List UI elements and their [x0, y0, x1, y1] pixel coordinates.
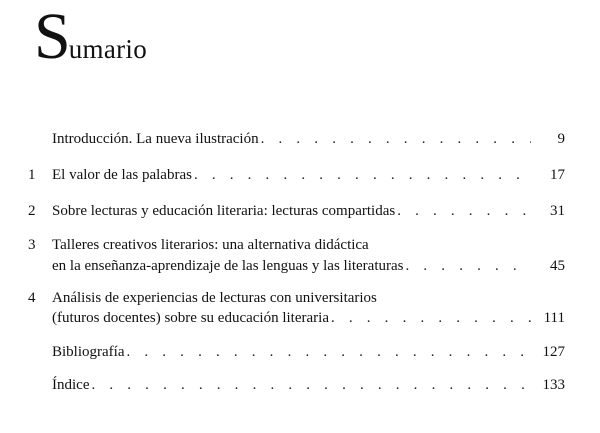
toc-entry-line — [52, 309, 565, 328]
toc-entry-page: 9 — [557, 131, 565, 147]
dot-leader — [406, 257, 532, 276]
dot-leader — [194, 166, 531, 185]
dot-leader — [91, 376, 531, 395]
dot-leader — [261, 130, 531, 149]
toc-entry-page: 45 — [550, 258, 565, 274]
toc-entry-page: 31 — [550, 203, 565, 219]
dot-leader — [397, 202, 531, 221]
toc-entry-line — [52, 202, 565, 221]
toc-entry-title: El valor de las palabras — [52, 167, 192, 183]
dot-leader — [126, 343, 531, 362]
toc-entry-number: 1 — [28, 167, 36, 183]
toc-entry-line — [52, 130, 565, 149]
toc-entry-number: 4 — [28, 290, 36, 306]
toc-entry-line — [52, 343, 565, 362]
toc-entry-title: Bibliografía — [52, 344, 125, 360]
toc-entry-page: 127 — [542, 344, 565, 360]
toc-entry-line — [52, 257, 565, 276]
toc-entry-page: 133 — [542, 377, 565, 393]
toc-entry-page: 17 — [550, 167, 565, 183]
toc-entry-line — [52, 166, 565, 185]
toc-entry-title: Sobre lecturas y educación literaria: lecturas compartidas — [52, 203, 396, 219]
toc-entry-title-line-2: en la enseñanza-aprendizaje de las lenguas y las literaturas — [52, 258, 404, 274]
title-rest: umario — [68, 34, 147, 64]
toc-entry-page: 111 — [543, 310, 565, 326]
dot-leader — [331, 309, 531, 328]
toc-entry-title-line-1: Análisis de experiencias de lecturas con universitarios — [52, 290, 377, 306]
title-drop-cap: S — [34, 0, 69, 73]
toc-entry-title-line-1: Talleres creativos literarios: una alternativa didáctica — [52, 237, 369, 253]
toc-entry-title-line-2: (futuros docentes) sobre su educación literaria — [52, 310, 329, 326]
toc-entry-title: Introducción. La nueva ilustración — [52, 131, 259, 147]
toc-entry-number: 3 — [28, 237, 36, 253]
toc-entry-title: Índice — [52, 377, 90, 393]
toc-entry-number: 2 — [28, 203, 36, 219]
toc-entry-line — [52, 376, 565, 395]
